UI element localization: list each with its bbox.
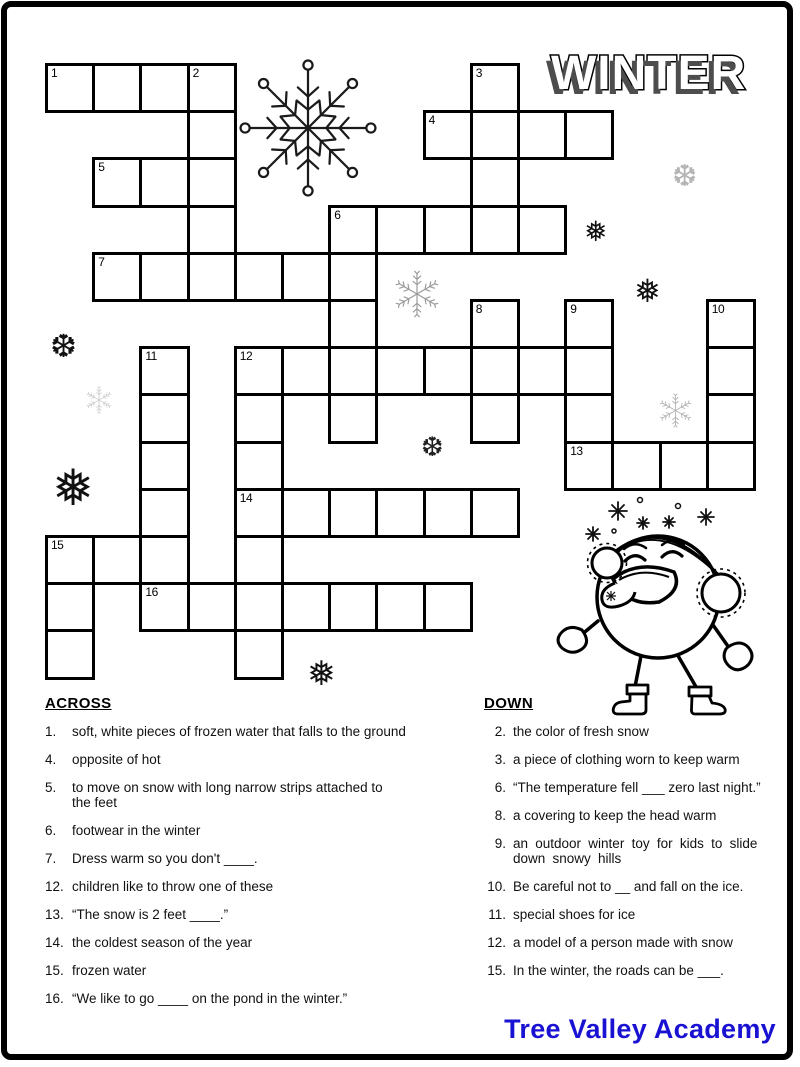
cell-number: 1 [51,66,58,80]
crossword-cell[interactable] [92,157,142,207]
crossword-cell[interactable] [234,582,284,632]
cell-number: 14 [239,490,253,505]
crossword-cell[interactable] [234,535,284,585]
cell-number: 3 [475,66,482,80]
crossword-cell[interactable] [187,157,237,207]
clue-number: 14. [45,935,64,950]
clue-item [484,935,784,950]
crossword-cell[interactable] [470,157,520,207]
crossword-cell[interactable] [611,441,661,491]
branding-text: Tree Valley Academy [504,1014,776,1044]
clue-text: “The snow is 2 feet ____.” [72,907,229,922]
clue-text: to move on snow with long narrow strips attached to the feet [72,780,383,810]
cell-number: 7 [98,254,105,269]
snowflake-icon [393,270,441,318]
crossword-cell[interactable] [470,63,520,113]
down-clue-list [484,724,784,978]
clue-number: 1. [45,724,57,739]
crossword-cell[interactable] [375,205,425,255]
snowflake-icon [658,393,693,428]
crossword-cell[interactable] [139,63,189,113]
crossword-cell[interactable] [45,629,95,679]
crossword-cell[interactable] [139,441,189,491]
crossword-cell[interactable] [470,393,520,443]
clue-number: 15. [45,963,64,978]
crossword-cell[interactable] [139,488,189,538]
snowflake-icon [237,57,379,199]
crossword-cell[interactable] [470,346,520,396]
crossword-cell[interactable] [92,535,142,585]
clue-number: 8. [494,808,506,823]
crossword-cell[interactable] [187,63,237,113]
right-mitten [724,643,752,670]
crossword-cell[interactable] [328,252,378,302]
crossword-cell[interactable] [139,346,189,396]
across-header: ACROSS [45,695,112,712]
crossword-cell[interactable] [187,205,237,255]
crossword-cell[interactable] [139,393,189,443]
crossword-cell[interactable] [517,205,567,255]
cell-number: 4 [428,113,435,128]
clue-number: 9. [494,836,506,851]
clue-text: frozen water [72,963,147,978]
crossword-cell[interactable] [470,110,520,160]
clue-number: 12. [487,935,506,950]
snowflake-icon: ❅ [584,215,608,248]
crossword-cell[interactable] [139,582,189,632]
crossword-cell[interactable] [234,252,284,302]
clue-item [484,836,784,866]
crossword-cell[interactable] [706,346,756,396]
clue-text: special shoes for ice [513,907,636,922]
crossword-cell[interactable] [139,157,189,207]
cell-number: 10 [711,302,725,316]
clue-item [484,907,784,922]
clue-number: 13. [45,907,64,922]
clue-number: 5. [45,780,57,795]
crossword-cell[interactable] [328,299,378,349]
crossword-cell[interactable] [423,110,473,160]
crossword-cell[interactable] [281,582,331,632]
clue-item [45,935,437,950]
crossword-cell[interactable] [45,535,95,585]
clue-text: a covering to keep the head warm [513,808,717,823]
sparkle-snowflakes-icon [586,498,714,542]
crossword-cell[interactable] [281,488,331,538]
crossword-cell[interactable] [187,110,237,160]
crossword-cell[interactable] [564,393,614,443]
clue-text: children like to throw one of these [72,879,274,894]
left-mitten [558,627,587,652]
snowflake-icon: ❆ [50,327,77,365]
crossword-cell[interactable] [517,346,567,396]
crossword-cell[interactable] [328,393,378,443]
crossword-cell[interactable] [328,582,378,632]
clue-text: In the winter, the roads can be ___. [513,963,724,978]
across-section [45,695,437,1019]
cell-number: 11 [145,349,157,364]
clue-text: Dress warm so you don't ____. [72,851,258,866]
clue-number: 6. [45,823,57,838]
crossword-cell[interactable] [470,488,520,538]
crossword-cell[interactable] [375,582,425,632]
crossword-cell[interactable] [328,488,378,538]
crossword-cell[interactable] [659,441,709,491]
clue-text: footwear in the winter [72,823,201,838]
snowflake-icon: ❅ [52,459,94,517]
crossword-cell[interactable] [92,63,142,113]
crossword-cell[interactable] [706,393,756,443]
snowflake-icon: ❆ [672,159,698,194]
down-section [484,695,784,991]
clue-item [484,879,784,894]
crossword-cell[interactable] [139,535,189,585]
clue-number: 15. [487,963,506,978]
clue-number: 10. [487,879,506,894]
crossword-cell[interactable] [234,441,284,491]
clue-item [484,780,784,795]
clue-item [45,724,437,739]
crossword-cell[interactable] [706,299,756,349]
crossword-cell[interactable] [470,299,520,349]
clue-number: 12. [45,879,64,894]
crossword-cell[interactable] [234,393,284,443]
snowflake-icon: ❆ [421,432,444,463]
clue-item [45,879,437,894]
crossword-cell[interactable] [423,582,473,632]
cell-number: 6 [334,207,341,222]
cell-number: 16 [145,585,158,600]
crossword-cell[interactable] [706,441,756,491]
cell-number: 15 [51,538,64,552]
clue-item [484,963,784,978]
snowflake-icon: ❅ [307,654,336,694]
crossword-cell[interactable] [375,488,425,538]
clue-item [45,963,437,978]
crossword-cell[interactable] [45,63,95,113]
clue-item [45,823,437,838]
snowflake-icon: ❅ [634,272,661,310]
crossword-cell[interactable] [45,582,95,632]
clue-item [484,752,784,767]
clue-item [45,780,437,810]
clue-item [45,907,437,922]
cell-number: 5 [98,160,105,175]
clue-number: 7. [45,851,57,866]
across-clue-list [45,724,437,1006]
clue-item [484,724,784,739]
clue-text: the color of fresh snow [513,724,649,739]
crossword-cell[interactable] [375,346,425,396]
crossword-cell[interactable] [470,205,520,255]
snowflake-on-tongue-icon [606,591,616,601]
clue-item [45,851,437,866]
clue-text: “We like to go ____ on the pond in the winter.” [72,991,348,1006]
crossword-cell[interactable] [234,488,284,538]
cell-number: 8 [475,302,482,316]
clue-number: 6. [494,780,506,795]
clue-item [484,808,784,823]
clue-text: the coldest season of the year [72,935,253,950]
crossword-cell[interactable] [187,252,237,302]
crossword-cell[interactable] [187,582,237,632]
crossword-cell[interactable] [423,205,473,255]
crossword-cell[interactable] [564,110,614,160]
crossword-cell[interactable] [564,441,614,491]
down-header: DOWN [484,695,534,712]
clue-text: soft, white pieces of frozen water that falls to the ground [72,724,406,739]
clue-text: a model of a person made with snow [513,935,733,950]
crossword-cell[interactable] [328,205,378,255]
crossword-cell[interactable] [423,488,473,538]
clue-number: 2. [494,724,506,739]
clue-item [45,752,437,767]
clue-number: 11. [488,907,506,922]
crossword-cell[interactable] [517,110,567,160]
cell-number: 12 [239,349,253,364]
crossword-cell[interactable] [234,629,284,679]
clue-text: an outdoor winter toy for kids to slide down snowy hills [513,836,758,866]
clue-number: 4. [45,752,57,767]
cell-number: 13 [570,443,583,458]
crossword-cell[interactable] [564,299,614,349]
crossword-cell[interactable] [328,346,378,396]
clue-text: Be careful not to __ and fall on the ice. [513,879,744,894]
crossword-cell[interactable] [281,252,331,302]
crossword-cell[interactable] [564,346,614,396]
clue-item [45,991,437,1006]
clue-text: “The temperature fell ___ zero last night.” [513,780,761,795]
cell-number: 2 [192,66,199,80]
crossword-cell[interactable] [92,252,142,302]
winter-title: WINTER [551,47,747,100]
crossword-cell[interactable] [139,252,189,302]
clue-text: a piece of clothing worn to keep warm [513,752,740,767]
clue-number: 3. [494,752,506,767]
crossword-cell[interactable] [234,346,284,396]
crossword-cell[interactable] [281,346,331,396]
clue-number: 16. [45,991,64,1006]
snowflake-icon [85,386,113,414]
crossword-cell[interactable] [423,346,473,396]
clue-text: opposite of hot [72,752,161,767]
cell-number: 9 [570,302,577,316]
